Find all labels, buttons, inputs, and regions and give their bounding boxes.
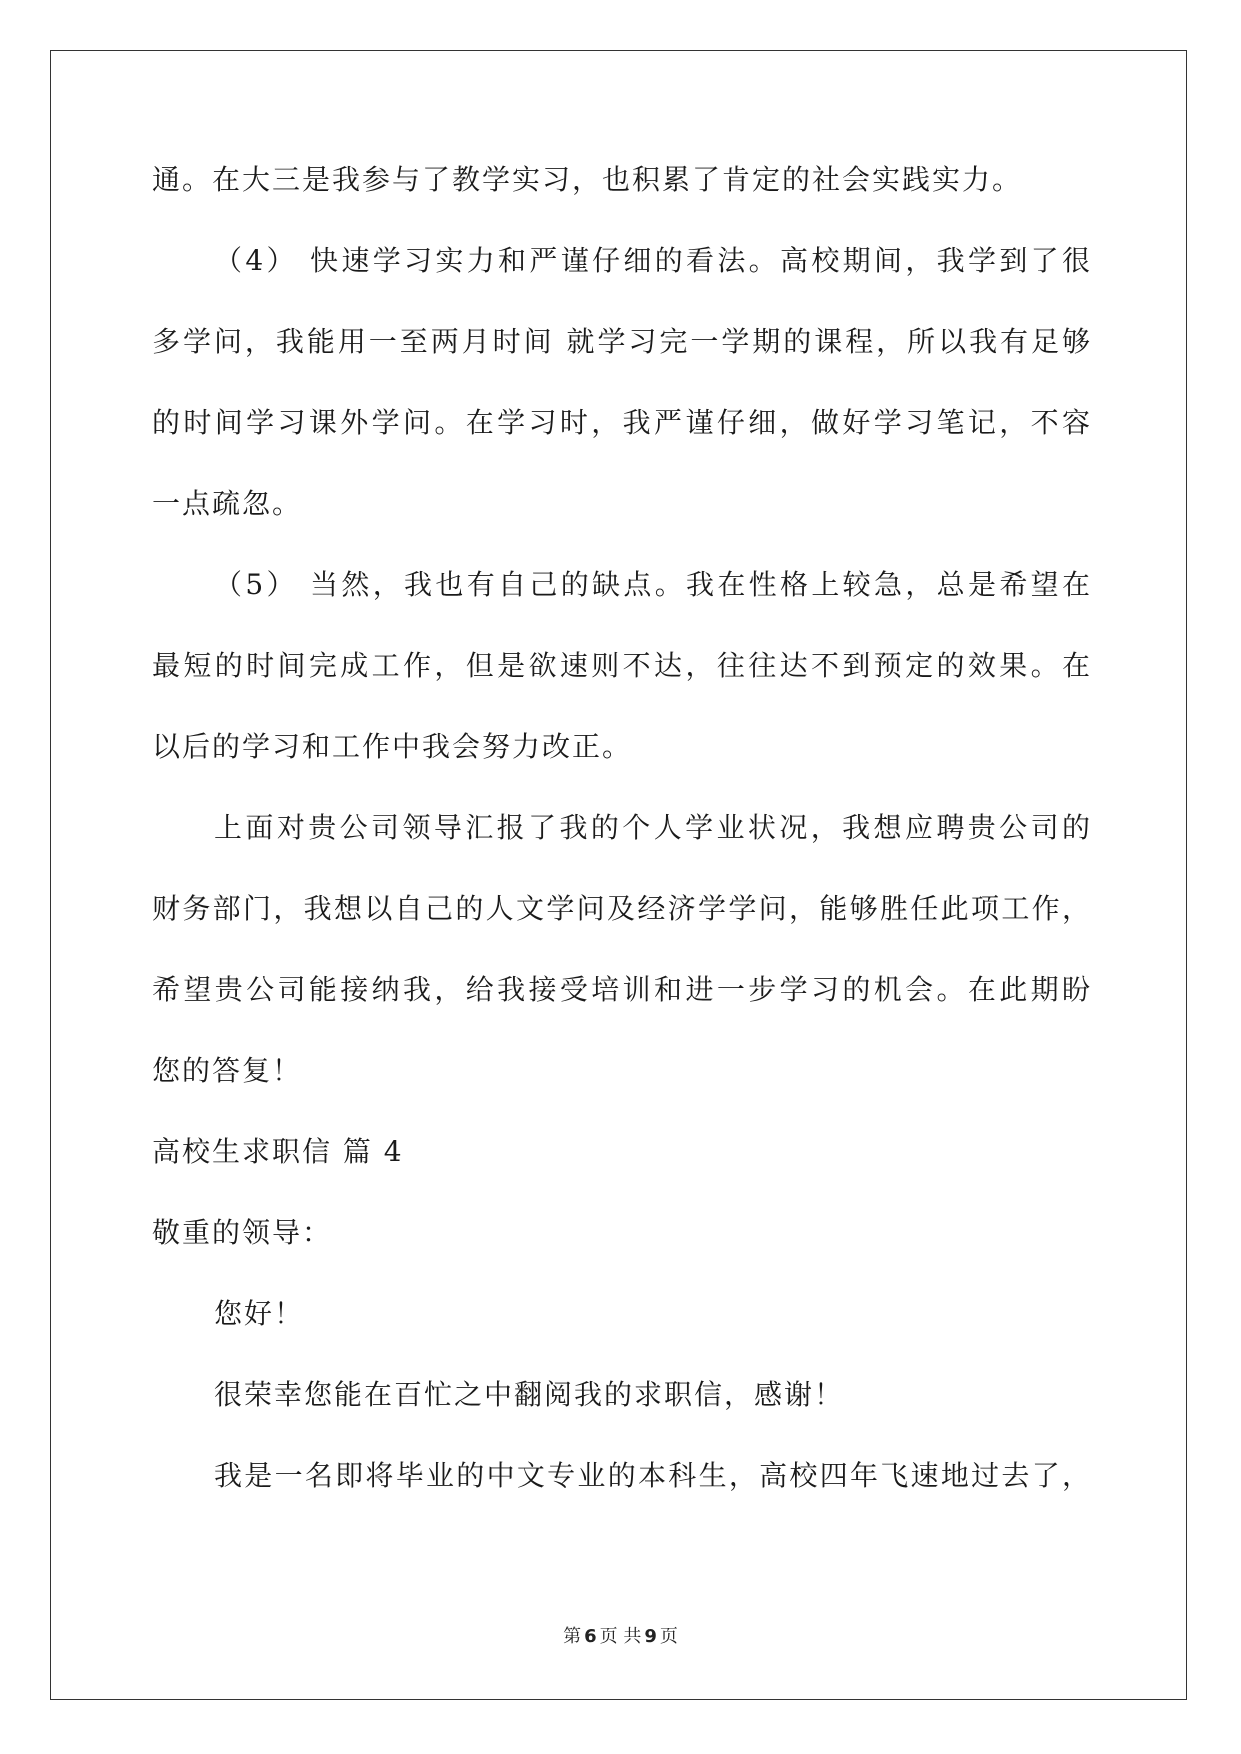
current-page-number: 6	[584, 1626, 597, 1647]
text-line: （4） 快速学习实力和严谨仔细的看法。高校期间，我学到了很	[214, 244, 1092, 277]
greeting: 您好！	[214, 1297, 305, 1330]
section-heading: 高校生求职信 篇 4	[152, 1135, 404, 1168]
text-line: 您的答复！	[152, 1054, 303, 1087]
text-line: 通。在大三是我参与了教学实习，也积累了肯定的社会实践实力。	[152, 163, 1023, 196]
text-line: 希望贵公司能接纳我，给我接受培训和进一步学习的机会。在此期盼	[152, 973, 1092, 1006]
total-pages-number: 9	[644, 1626, 657, 1647]
footer-prefix: 第	[563, 1626, 582, 1647]
footer-mid: 页 共	[599, 1626, 642, 1647]
page-footer	[0, 1622, 1241, 1648]
text-line: （5） 当然，我也有自己的缺点。我在性格上较急，总是希望在	[214, 568, 1092, 601]
text-line: 一点疏忽。	[152, 487, 303, 520]
footer-suffix: 页	[659, 1626, 678, 1647]
text-line: 多学问，我能用一至两月时间 就学习完一学期的课程，所以我有足够	[152, 325, 1092, 358]
text-line: 很荣幸您能在百忙之中翻阅我的求职信，感谢！	[214, 1378, 845, 1411]
text-line: 财务部门，我想以自己的人文学问及经济学学问，能够胜任此项工作，	[152, 892, 1092, 925]
document-body	[152, 160, 1092, 1537]
salutation: 敬重的领导：	[152, 1216, 333, 1249]
text-line: 我是一名即将毕业的中文专业的本科生，高校四年飞速地过去了，	[214, 1459, 1092, 1492]
text-line: 上面对贵公司领导汇报了我的个人学业状况，我想应聘贵公司的	[214, 811, 1092, 844]
text-line: 以后的学习和工作中我会努力改正。	[152, 730, 633, 763]
text-line: 最短的时间完成工作，但是欲速则不达，往往达不到预定的效果。在	[152, 649, 1092, 682]
text-line: 的时间学习课外学问。在学习时，我严谨仔细，做好学习笔记，不容	[152, 406, 1092, 439]
